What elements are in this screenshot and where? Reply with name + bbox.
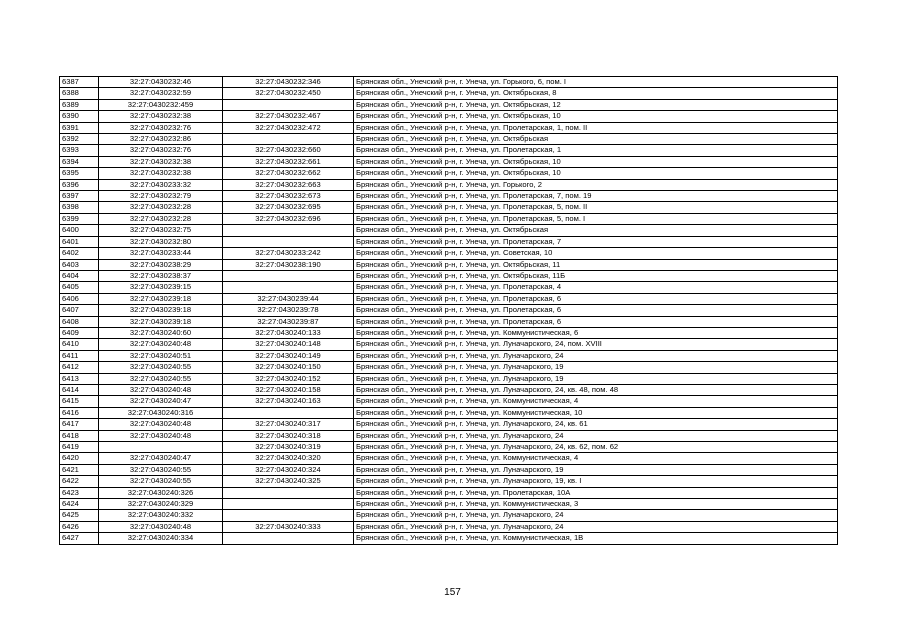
parcel-cadastral-number-cell: 32:27:0430232:80 [99, 236, 223, 247]
parcel-cadastral-number-cell: 32:27:0430232:46 [99, 77, 223, 88]
address-cell: Брянская обл., Унечский р-н, г. Унеча, ул. Октябрьская, 8 [354, 88, 838, 99]
row-number-cell: 6388 [60, 88, 99, 99]
object-cadastral-number-cell: 32:27:0430232:696 [223, 213, 354, 224]
row-number-cell: 6402 [60, 248, 99, 259]
object-cadastral-number-cell: 32:27:0430232:450 [223, 88, 354, 99]
parcel-cadastral-number-cell: 32:27:0430240:332 [99, 510, 223, 521]
object-cadastral-number-cell: 32:27:0430240:317 [223, 419, 354, 430]
parcel-cadastral-number-cell: 32:27:0430240:48 [99, 339, 223, 350]
parcel-cadastral-number-cell: 32:27:0430232:459 [99, 99, 223, 110]
parcel-cadastral-number-cell: 32:27:0430232:79 [99, 191, 223, 202]
parcel-cadastral-number-cell: 32:27:0430240:47 [99, 453, 223, 464]
object-cadastral-number-cell: 32:27:0430239:87 [223, 316, 354, 327]
parcel-cadastral-number-cell: 32:27:0430240:51 [99, 350, 223, 361]
object-cadastral-number-cell: 32:27:0430232:472 [223, 122, 354, 133]
parcel-cadastral-number-cell: 32:27:0430240:55 [99, 373, 223, 384]
object-cadastral-number-cell [223, 99, 354, 110]
address-cell: Брянская обл., Унечский р-н, г. Унеча, ул. Октябрьская, 11 [354, 259, 838, 270]
row-number-cell: 6414 [60, 384, 99, 395]
row-number-cell: 6418 [60, 430, 99, 441]
object-cadastral-number-cell: 32:27:0430240:152 [223, 373, 354, 384]
parcel-cadastral-number-cell: 32:27:0430232:38 [99, 156, 223, 167]
address-cell: Брянская обл., Унечский р-н, г. Унеча, ул. Коммунистическая, 4 [354, 396, 838, 407]
parcel-cadastral-number-cell: 32:27:0430232:28 [99, 213, 223, 224]
table-row [60, 213, 838, 224]
row-number-cell: 6392 [60, 134, 99, 145]
row-number-cell: 6424 [60, 499, 99, 510]
object-cadastral-number-cell: 32:27:0430240:318 [223, 430, 354, 441]
row-number-cell: 6422 [60, 476, 99, 487]
table-row [60, 145, 838, 156]
parcel-cadastral-number-cell: 32:27:0430240:48 [99, 419, 223, 430]
table-row [60, 270, 838, 281]
table-row [60, 350, 838, 361]
object-cadastral-number-cell [223, 407, 354, 418]
parcel-cadastral-number-cell: 32:27:0430240:316 [99, 407, 223, 418]
address-cell: Брянская обл., Унечский р-н, г. Унеча, ул. Коммунистическая, 4 [354, 453, 838, 464]
row-number-cell: 6393 [60, 145, 99, 156]
row-number-cell: 6391 [60, 122, 99, 133]
table-row [60, 134, 838, 145]
parcel-cadastral-number-cell: 32:27:0430238:37 [99, 270, 223, 281]
object-cadastral-number-cell [223, 270, 354, 281]
address-cell: Брянская обл., Унечский р-н, г. Унеча, ул. Луначарского, 19 [354, 464, 838, 475]
row-number-cell: 6405 [60, 282, 99, 293]
table-row [60, 442, 838, 453]
row-number-cell: 6399 [60, 213, 99, 224]
row-number-cell: 6404 [60, 270, 99, 281]
row-number-cell: 6406 [60, 293, 99, 304]
parcel-cadastral-number-cell: 32:27:0430240:48 [99, 521, 223, 532]
table-row [60, 111, 838, 122]
table-row [60, 77, 838, 88]
table-row [60, 293, 838, 304]
object-cadastral-number-cell [223, 282, 354, 293]
table-row [60, 316, 838, 327]
row-number-cell: 6400 [60, 225, 99, 236]
parcel-cadastral-number-cell: 32:27:0430240:329 [99, 499, 223, 510]
table-row [60, 430, 838, 441]
table-row [60, 407, 838, 418]
row-number-cell: 6411 [60, 350, 99, 361]
parcel-cadastral-number-cell: 32:27:0430233:44 [99, 248, 223, 259]
object-cadastral-number-cell [223, 134, 354, 145]
parcel-cadastral-number-cell: 32:27:0430239:15 [99, 282, 223, 293]
address-cell: Брянская обл., Унечский р-н, г. Унеча, ул. Октябрьская, 11Б [354, 270, 838, 281]
table-row [60, 202, 838, 213]
row-number-cell: 6417 [60, 419, 99, 430]
object-cadastral-number-cell: 32:27:0430232:346 [223, 77, 354, 88]
row-number-cell: 6409 [60, 327, 99, 338]
parcel-cadastral-number-cell [99, 442, 223, 453]
row-number-cell: 6394 [60, 156, 99, 167]
row-number-cell: 6427 [60, 533, 99, 544]
table-body [60, 77, 838, 545]
table-row [60, 533, 838, 544]
row-number-cell: 6398 [60, 202, 99, 213]
object-cadastral-number-cell: 32:27:0430240:319 [223, 442, 354, 453]
address-cell: Брянская обл., Унечский р-н, г. Унеча, ул. Пролетарская, 1, пом. II [354, 122, 838, 133]
address-cell: Брянская обл., Унечский р-н, г. Унеча, ул. Пролетарская, 5, пом. II [354, 202, 838, 213]
row-number-cell: 6416 [60, 407, 99, 418]
parcel-cadastral-number-cell: 32:27:0430232:86 [99, 134, 223, 145]
object-cadastral-number-cell [223, 533, 354, 544]
parcel-cadastral-number-cell: 32:27:0430240:55 [99, 476, 223, 487]
page-number: 157 [444, 587, 461, 598]
table-row [60, 88, 838, 99]
object-cadastral-number-cell: 32:27:0430240:333 [223, 521, 354, 532]
table-row [60, 453, 838, 464]
table-row [60, 419, 838, 430]
address-cell: Брянская обл., Унечский р-н, г. Унеча, ул. Горького, 6, пом. I [354, 77, 838, 88]
address-cell: Брянская обл., Унечский р-н, г. Унеча, ул. Советская, 10 [354, 248, 838, 259]
row-number-cell: 6387 [60, 77, 99, 88]
parcel-cadastral-number-cell: 32:27:0430233:32 [99, 179, 223, 190]
address-cell: Брянская обл., Унечский р-н, г. Унеча, ул. Горького, 2 [354, 179, 838, 190]
row-number-cell: 6407 [60, 305, 99, 316]
property-table [59, 76, 838, 545]
parcel-cadastral-number-cell: 32:27:0430240:48 [99, 384, 223, 395]
address-cell: Брянская обл., Унечский р-н, г. Унеча, ул. Пролетарская, 6 [354, 293, 838, 304]
table-row [60, 305, 838, 316]
parcel-cadastral-number-cell: 32:27:0430232:75 [99, 225, 223, 236]
object-cadastral-number-cell [223, 487, 354, 498]
address-cell: Брянская обл., Унечский р-н, г. Унеча, ул. Луначарского, 19, кв. I [354, 476, 838, 487]
object-cadastral-number-cell: 32:27:0430239:44 [223, 293, 354, 304]
object-cadastral-number-cell [223, 236, 354, 247]
object-cadastral-number-cell: 32:27:0430232:662 [223, 168, 354, 179]
object-cadastral-number-cell: 32:27:0430240:320 [223, 453, 354, 464]
table-row [60, 327, 838, 338]
object-cadastral-number-cell: 32:27:0430232:695 [223, 202, 354, 213]
address-cell: Брянская обл., Унечский р-н, г. Унеча, ул. Пролетарская, 5, пом. I [354, 213, 838, 224]
parcel-cadastral-number-cell: 32:27:0430232:38 [99, 168, 223, 179]
object-cadastral-number-cell: 32:27:0430240:133 [223, 327, 354, 338]
row-number-cell: 6423 [60, 487, 99, 498]
parcel-cadastral-number-cell: 32:27:0430232:28 [99, 202, 223, 213]
table-row [60, 248, 838, 259]
row-number-cell: 6397 [60, 191, 99, 202]
parcel-cadastral-number-cell: 32:27:0430238:29 [99, 259, 223, 270]
table-row [60, 499, 838, 510]
address-cell: Брянская обл., Унечский р-н, г. Унеча, ул. Коммунистическая, 10 [354, 407, 838, 418]
row-number-cell: 6421 [60, 464, 99, 475]
row-number-cell: 6426 [60, 521, 99, 532]
object-cadastral-number-cell [223, 225, 354, 236]
table-row [60, 362, 838, 373]
object-cadastral-number-cell: 32:27:0430239:78 [223, 305, 354, 316]
address-cell: Брянская обл., Унечский р-н, г. Унеча, ул. Луначарского, 24 [354, 350, 838, 361]
row-number-cell: 6419 [60, 442, 99, 453]
parcel-cadastral-number-cell: 32:27:0430240:334 [99, 533, 223, 544]
parcel-cadastral-number-cell: 32:27:0430232:38 [99, 111, 223, 122]
address-cell: Брянская обл., Унечский р-н, г. Унеча, ул. Пролетарская, 10А [354, 487, 838, 498]
address-cell: Брянская обл., Унечский р-н, г. Унеча, ул. Луначарского, 19 [354, 373, 838, 384]
parcel-cadastral-number-cell: 32:27:0430239:18 [99, 316, 223, 327]
address-cell: Брянская обл., Унечский р-н, г. Унеча, ул. Пролетарская, 6 [354, 316, 838, 327]
row-number-cell: 6403 [60, 259, 99, 270]
parcel-cadastral-number-cell: 32:27:0430232:76 [99, 145, 223, 156]
table-row [60, 464, 838, 475]
object-cadastral-number-cell [223, 510, 354, 521]
object-cadastral-number-cell [223, 499, 354, 510]
address-cell: Брянская обл., Унечский р-н, г. Унеча, ул. Луначарского, 19 [354, 362, 838, 373]
object-cadastral-number-cell: 32:27:0430240:148 [223, 339, 354, 350]
object-cadastral-number-cell: 32:27:0430240:149 [223, 350, 354, 361]
row-number-cell: 6390 [60, 111, 99, 122]
address-cell: Брянская обл., Унечский р-н, г. Унеча, ул. Октябрьская, 12 [354, 99, 838, 110]
table-row [60, 259, 838, 270]
table-row [60, 282, 838, 293]
object-cadastral-number-cell: 32:27:0430232:663 [223, 179, 354, 190]
table-row [60, 225, 838, 236]
address-cell: Брянская обл., Унечский р-н, г. Унеча, ул. Пролетарская, 1 [354, 145, 838, 156]
table-row [60, 99, 838, 110]
object-cadastral-number-cell: 32:27:0430240:163 [223, 396, 354, 407]
table-row [60, 476, 838, 487]
table-row [60, 339, 838, 350]
table-row [60, 510, 838, 521]
address-cell: Брянская обл., Унечский р-н, г. Унеча, ул. Коммунистическая, 1В [354, 533, 838, 544]
table-row [60, 191, 838, 202]
parcel-cadastral-number-cell: 32:27:0430239:18 [99, 293, 223, 304]
object-cadastral-number-cell: 32:27:0430238:190 [223, 259, 354, 270]
address-cell: Брянская обл., Унечский р-н, г. Унеча, ул. Луначарского, 24, кв. 62, пом. 62 [354, 442, 838, 453]
parcel-cadastral-number-cell: 32:27:0430240:47 [99, 396, 223, 407]
table-row [60, 156, 838, 167]
address-cell: Брянская обл., Унечский р-н, г. Унеча, ул. Пролетарская, 4 [354, 282, 838, 293]
table-row [60, 384, 838, 395]
address-cell: Брянская обл., Унечский р-н, г. Унеча, ул. Октябрьская, 10 [354, 168, 838, 179]
row-number-cell: 6425 [60, 510, 99, 521]
address-cell: Брянская обл., Унечский р-н, г. Унеча, ул. Октябрьская [354, 134, 838, 145]
table-row [60, 236, 838, 247]
object-cadastral-number-cell: 32:27:0430233:242 [223, 248, 354, 259]
object-cadastral-number-cell: 32:27:0430240:158 [223, 384, 354, 395]
parcel-cadastral-number-cell: 32:27:0430240:55 [99, 362, 223, 373]
object-cadastral-number-cell: 32:27:0430240:150 [223, 362, 354, 373]
address-cell: Брянская обл., Унечский р-н, г. Унеча, ул. Луначарского, 24, пом. XVIII [354, 339, 838, 350]
parcel-cadastral-number-cell: 32:27:0430240:60 [99, 327, 223, 338]
address-cell: Брянская обл., Унечский р-н, г. Унеча, ул. Коммунистическая, 3 [354, 499, 838, 510]
parcel-cadastral-number-cell: 32:27:0430232:59 [99, 88, 223, 99]
parcel-cadastral-number-cell: 32:27:0430240:48 [99, 430, 223, 441]
row-number-cell: 6408 [60, 316, 99, 327]
address-cell: Брянская обл., Унечский р-н, г. Унеча, ул. Октябрьская, 10 [354, 111, 838, 122]
row-number-cell: 6401 [60, 236, 99, 247]
address-cell: Брянская обл., Унечский р-н, г. Унеча, ул. Коммунистическая, 6 [354, 327, 838, 338]
object-cadastral-number-cell: 32:27:0430240:325 [223, 476, 354, 487]
object-cadastral-number-cell: 32:27:0430232:660 [223, 145, 354, 156]
table-row [60, 396, 838, 407]
object-cadastral-number-cell: 32:27:0430240:324 [223, 464, 354, 475]
row-number-cell: 6420 [60, 453, 99, 464]
table-row [60, 122, 838, 133]
row-number-cell: 6412 [60, 362, 99, 373]
table-row [60, 168, 838, 179]
table-row [60, 521, 838, 532]
parcel-cadastral-number-cell: 32:27:0430240:55 [99, 464, 223, 475]
address-cell: Брянская обл., Унечский р-н, г. Унеча, ул. Луначарского, 24, кв. 61 [354, 419, 838, 430]
table-row [60, 373, 838, 384]
address-cell: Брянская обл., Унечский р-н, г. Унеча, ул. Пролетарская, 7, пом. 19 [354, 191, 838, 202]
object-cadastral-number-cell: 32:27:0430232:467 [223, 111, 354, 122]
object-cadastral-number-cell: 32:27:0430232:661 [223, 156, 354, 167]
row-number-cell: 6395 [60, 168, 99, 179]
row-number-cell: 6415 [60, 396, 99, 407]
address-cell: Брянская обл., Унечский р-н, г. Унеча, ул. Октябрьская, 10 [354, 156, 838, 167]
address-cell: Брянская обл., Унечский р-н, г. Унеча, ул. Луначарского, 24 [354, 430, 838, 441]
row-number-cell: 6396 [60, 179, 99, 190]
address-cell: Брянская обл., Унечский р-н, г. Унеча, ул. Пролетарская, 6 [354, 305, 838, 316]
parcel-cadastral-number-cell: 32:27:0430232:76 [99, 122, 223, 133]
parcel-cadastral-number-cell: 32:27:0430239:18 [99, 305, 223, 316]
address-cell: Брянская обл., Унечский р-н, г. Унеча, ул. Луначарского, 24 [354, 510, 838, 521]
address-cell: Брянская обл., Унечский р-н, г. Унеча, ул. Октябрьская [354, 225, 838, 236]
parcel-cadastral-number-cell: 32:27:0430240:326 [99, 487, 223, 498]
row-number-cell: 6413 [60, 373, 99, 384]
object-cadastral-number-cell: 32:27:0430232:673 [223, 191, 354, 202]
row-number-cell: 6410 [60, 339, 99, 350]
address-cell: Брянская обл., Унечский р-н, г. Унеча, ул. Пролетарская, 7 [354, 236, 838, 247]
address-cell: Брянская обл., Унечский р-н, г. Унеча, ул. Луначарского, 24 [354, 521, 838, 532]
row-number-cell: 6389 [60, 99, 99, 110]
table-row [60, 179, 838, 190]
table-row [60, 487, 838, 498]
address-cell: Брянская обл., Унечский р-н, г. Унеча, ул. Луначарского, 24, кв. 48, пом. 48 [354, 384, 838, 395]
